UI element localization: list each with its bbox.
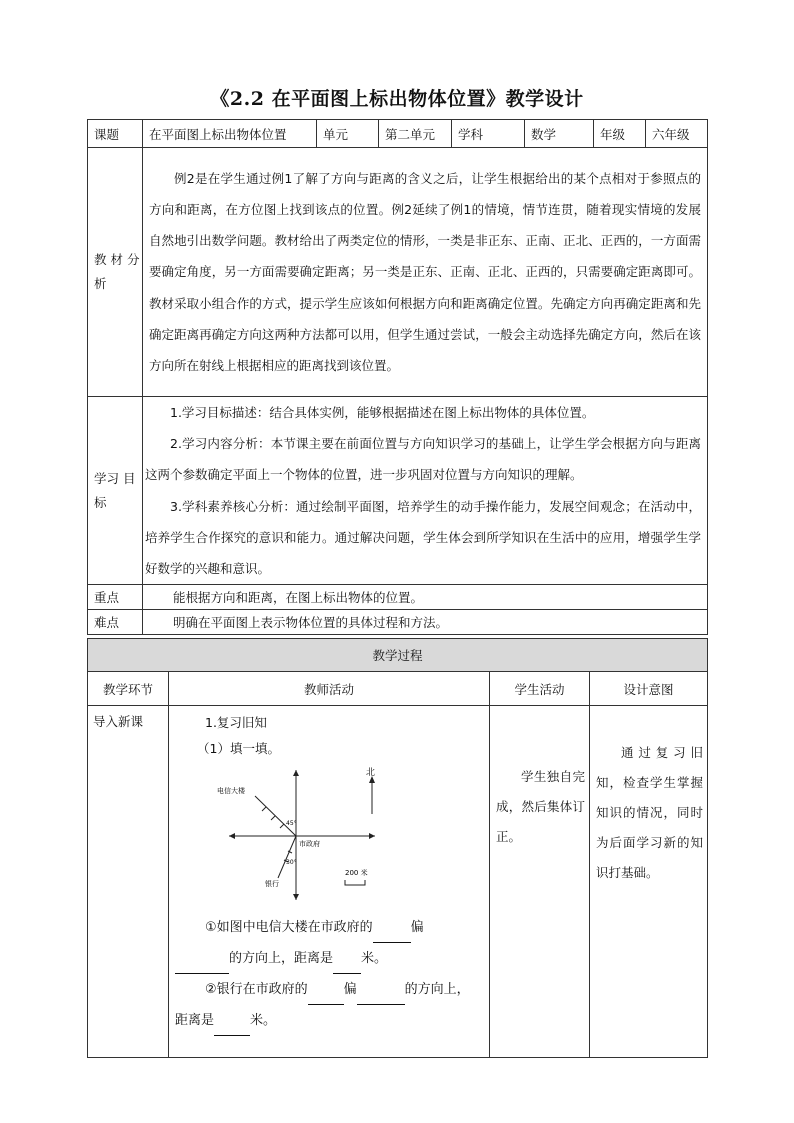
scale-bar: [345, 880, 365, 885]
tick: [262, 807, 266, 811]
y-axis-arrow-down: [293, 894, 299, 900]
analysis-label: 教 材 分析: [88, 148, 143, 397]
goal-item: 1.学习目标描述：结合具体实例，能够根据描述在图上标出物体的具体位置。: [170, 405, 595, 420]
question-2-cont: 距离是 米。: [175, 1005, 483, 1036]
direction-diagram: [175, 762, 483, 912]
col-student: 学生活动: [490, 672, 590, 706]
process-header: 教学过程: [88, 639, 708, 672]
key-point-text: 能根据方向和距离，在图上标出物体的位置。: [143, 585, 708, 610]
student-cell: 学生独自完成，然后集体订正。: [490, 706, 590, 1058]
blank[interactable]: [357, 1004, 405, 1005]
angle-30-label: 30°: [286, 859, 297, 866]
bank-ray: [278, 836, 296, 878]
telecom-label: 电信大楼: [217, 787, 245, 795]
y-axis-arrow: [293, 770, 299, 776]
x-axis-arrow: [369, 833, 375, 839]
grade-label: 年级: [594, 120, 646, 148]
tick: [280, 824, 284, 828]
goals-label: 学习 目标: [88, 397, 143, 585]
question-1-cont: 的方向上，距离是 米。: [175, 943, 483, 974]
col-teacher: 教师活动: [169, 672, 490, 706]
topic-label: 课题: [88, 120, 143, 148]
info-table: [87, 119, 708, 635]
col-intent: 设计意图: [590, 672, 708, 706]
scale-label: 200 米: [345, 869, 368, 877]
goals-list: [143, 397, 708, 585]
page-title: 《2.2 在平面图上标出物体位置》教学设计: [210, 88, 584, 110]
col-stage: 教学环节: [88, 672, 169, 706]
x-axis-arrow-left: [229, 833, 235, 839]
subject-label: 学科: [452, 120, 525, 148]
angle-45-label: 45°: [286, 820, 297, 827]
unit-label: 单元: [317, 120, 379, 148]
question-2: ②银行在市政府的 偏 的方向上，: [175, 974, 483, 1005]
blank[interactable]: [308, 1004, 344, 1005]
unit-value: 第二单元: [379, 120, 452, 148]
blank[interactable]: [214, 1035, 250, 1036]
city-hall-label: 市政府: [299, 840, 320, 848]
difficulty-label: 难点: [88, 610, 143, 635]
intent-cell: 通过复习旧知，检查学生掌握知识的情况，同时为后面学习新的知识打基础。: [590, 706, 708, 1058]
grade-value: 六年级: [646, 120, 708, 148]
goal-item: 3.学科素养核心分析：通过绘制平面图，培养学生的动手操作能力，发展空间观念；在活动中，培养学生合作探究的意识和能力。通过解决问题，学生体会到所学知识在生活中的应用，增强学生学好数学的兴趣和意识。: [145, 498, 701, 577]
analysis-text: 例2是在学生通过例1了解了方向与距离的含义之后，让学生根据给出的某个点相对于参照点的方向和距离，在方位图上找到该点的位置。例2延续了例1的情境，情节连贯，随着现实情境的发展自然地引出数学问题。教材给出了两类定位的情形，一类是非正东、正南、正北、正西的，一方面需要确定角度，另一方面需要确定距离；另一类是正东、正南、正北、正西的，只需要确定距离即可。教材采取小组合作的方式，提示学生应该如何根据方向和距离确定位置。先确定方向再确定距离和先确定距离再确定方向这两种方法都可以用，但学生通过尝试，一般会主动选择先确定方向，然后在该方向所在射线上根据相应的距离找到该位置。: [143, 148, 708, 397]
telecom-ray: [255, 796, 296, 836]
stage-cell: 导入新课: [88, 706, 169, 1058]
topic-value: 在平面图上标出物体位置: [143, 120, 317, 148]
review-heading: 1.复习旧知: [205, 715, 267, 730]
north-label: 北: [366, 768, 376, 778]
question-1: ①如图中电信大楼在市政府的 偏: [175, 912, 483, 943]
tick: [271, 816, 275, 820]
subject-value: 数学: [525, 120, 594, 148]
process-table: [87, 638, 708, 1058]
bank-label: 银行: [265, 880, 279, 888]
key-point-label: 重点: [88, 585, 143, 610]
fill-in-heading: （1）填一填。: [197, 741, 280, 756]
teacher-cell: [169, 706, 490, 1058]
goal-item: 2.学习内容分析：本节课主要在前面位置与方向知识学习的基础上，让学生学会根据方向与距离这两个参数确定平面上一个物体的位置，进一步巩固对位置与方向知识的理解。: [145, 436, 701, 483]
difficulty-text: 明确在平面图上表示物体位置的具体过程和方法。: [143, 610, 708, 635]
